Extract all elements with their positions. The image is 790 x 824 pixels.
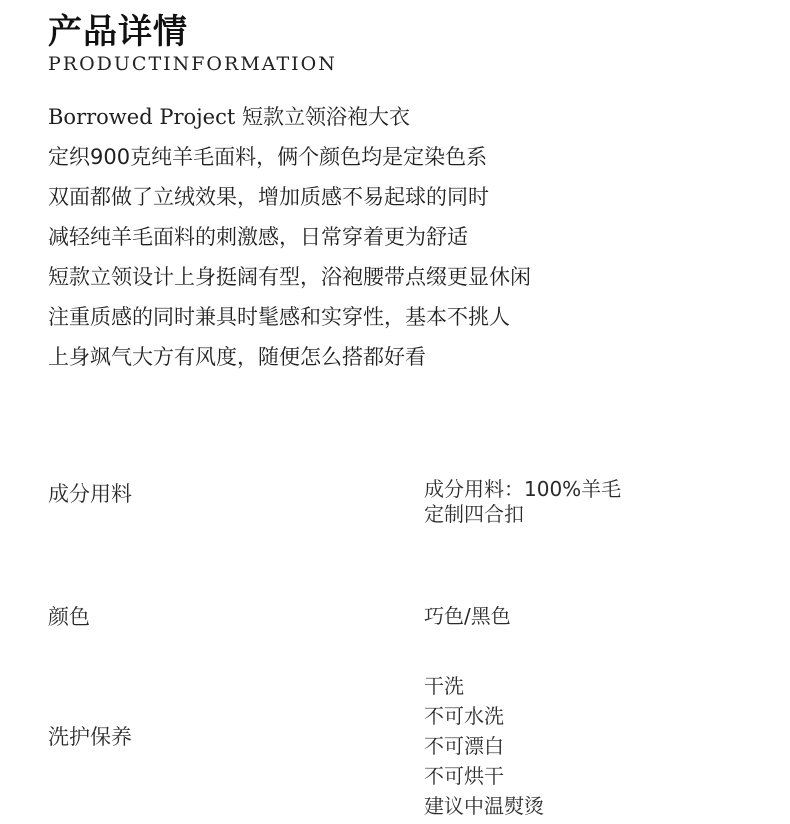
spec-label-material: 成分用料 [48,482,132,506]
spec-value: 建议中温熨烫 [424,794,544,818]
description-line: 双面都做了立绒效果，增加质感不易起球的同时 [48,185,489,209]
spec-value: 巧色/黑色 [424,604,511,628]
spec-values-material [424,477,621,527]
spec-value: 不可烘干 [424,764,504,788]
page-subtitle: PRODUCTINFORMATION [48,53,337,75]
spec-value: 成分用料：100%羊毛 [424,477,622,501]
spec-value: 不可漂白 [424,734,504,758]
description-line: Borrowed Project 短款立领浴袍大衣 [48,105,410,129]
description-line: 上身飒气大方有风度，随便怎么搭都好看 [48,345,426,369]
spec-values-care [424,671,544,821]
spec-value: 干洗 [424,674,464,698]
spec-label-color: 颜色 [48,605,90,629]
spec-label-care: 洗护保养 [48,725,132,749]
description-line: 定织900克纯羊毛面料，俩个颜色均是定染色系 [48,145,488,169]
description-line: 注重质感的同时兼具时髦感和实穿性，基本不挑人 [48,305,510,329]
description-line: 短款立领设计上身挺阔有型，浴袍腰带点缀更显休闲 [48,265,531,289]
product-description [48,97,768,377]
description-line: 减轻纯羊毛面料的刺激感，日常穿着更为舒适 [48,225,468,249]
page-title: 产品详情 [48,12,188,52]
spec-values-color [424,601,511,631]
spec-value: 定制四合扣 [424,502,524,526]
spec-value: 不可水洗 [424,704,504,728]
